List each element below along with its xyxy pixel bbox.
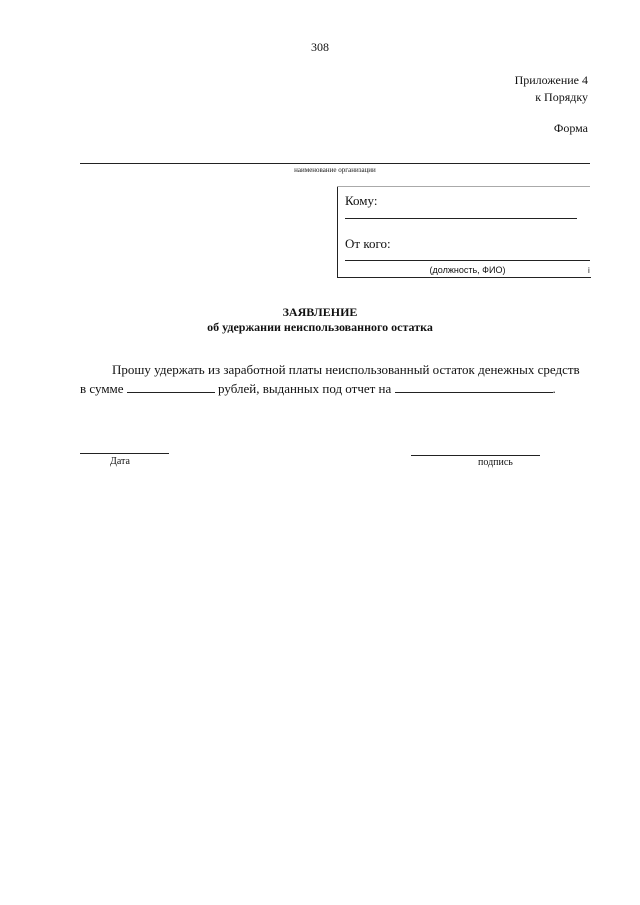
- page-number: 308: [311, 40, 329, 54]
- statement-text-line-2: [80, 381, 556, 397]
- sentence-end: .: [552, 381, 556, 396]
- position-name-caption: (должность, ФИО): [429, 265, 506, 275]
- purpose-blank: [395, 381, 553, 393]
- addressee-box-top-border: [337, 186, 590, 187]
- from-label: От кого:: [345, 236, 391, 251]
- signature-line: [411, 455, 540, 456]
- statement-text-line-1: Прошу удержать из заработной платы неиспользованный остаток денежных средств: [112, 362, 580, 377]
- date-label: Дата: [110, 456, 130, 467]
- amount-prefix: в сумме: [80, 381, 124, 396]
- box-corner-mark: i: [588, 266, 590, 275]
- appendix-reference: [515, 72, 588, 106]
- statement-title: ЗАЯВЛЕНИЕ: [282, 305, 358, 319]
- to-label: Кому:: [345, 193, 378, 208]
- organization-name-line: [80, 163, 590, 164]
- form-label: Форма: [553, 121, 588, 135]
- appendix-line-1: Приложение 4: [514, 73, 588, 87]
- to-field-line: [345, 218, 577, 219]
- amount-blank: [127, 381, 215, 393]
- appendix-line-2: к Порядку: [535, 90, 588, 104]
- signature-label: подпись: [478, 457, 513, 468]
- statement-subtitle: об удержании неиспользованного остатка: [207, 320, 433, 334]
- date-line: [80, 453, 169, 454]
- purpose-prefix: рублей, выданных под отчет на: [218, 381, 392, 396]
- organization-caption: наименование организации: [294, 166, 376, 174]
- from-field-line: [345, 260, 590, 261]
